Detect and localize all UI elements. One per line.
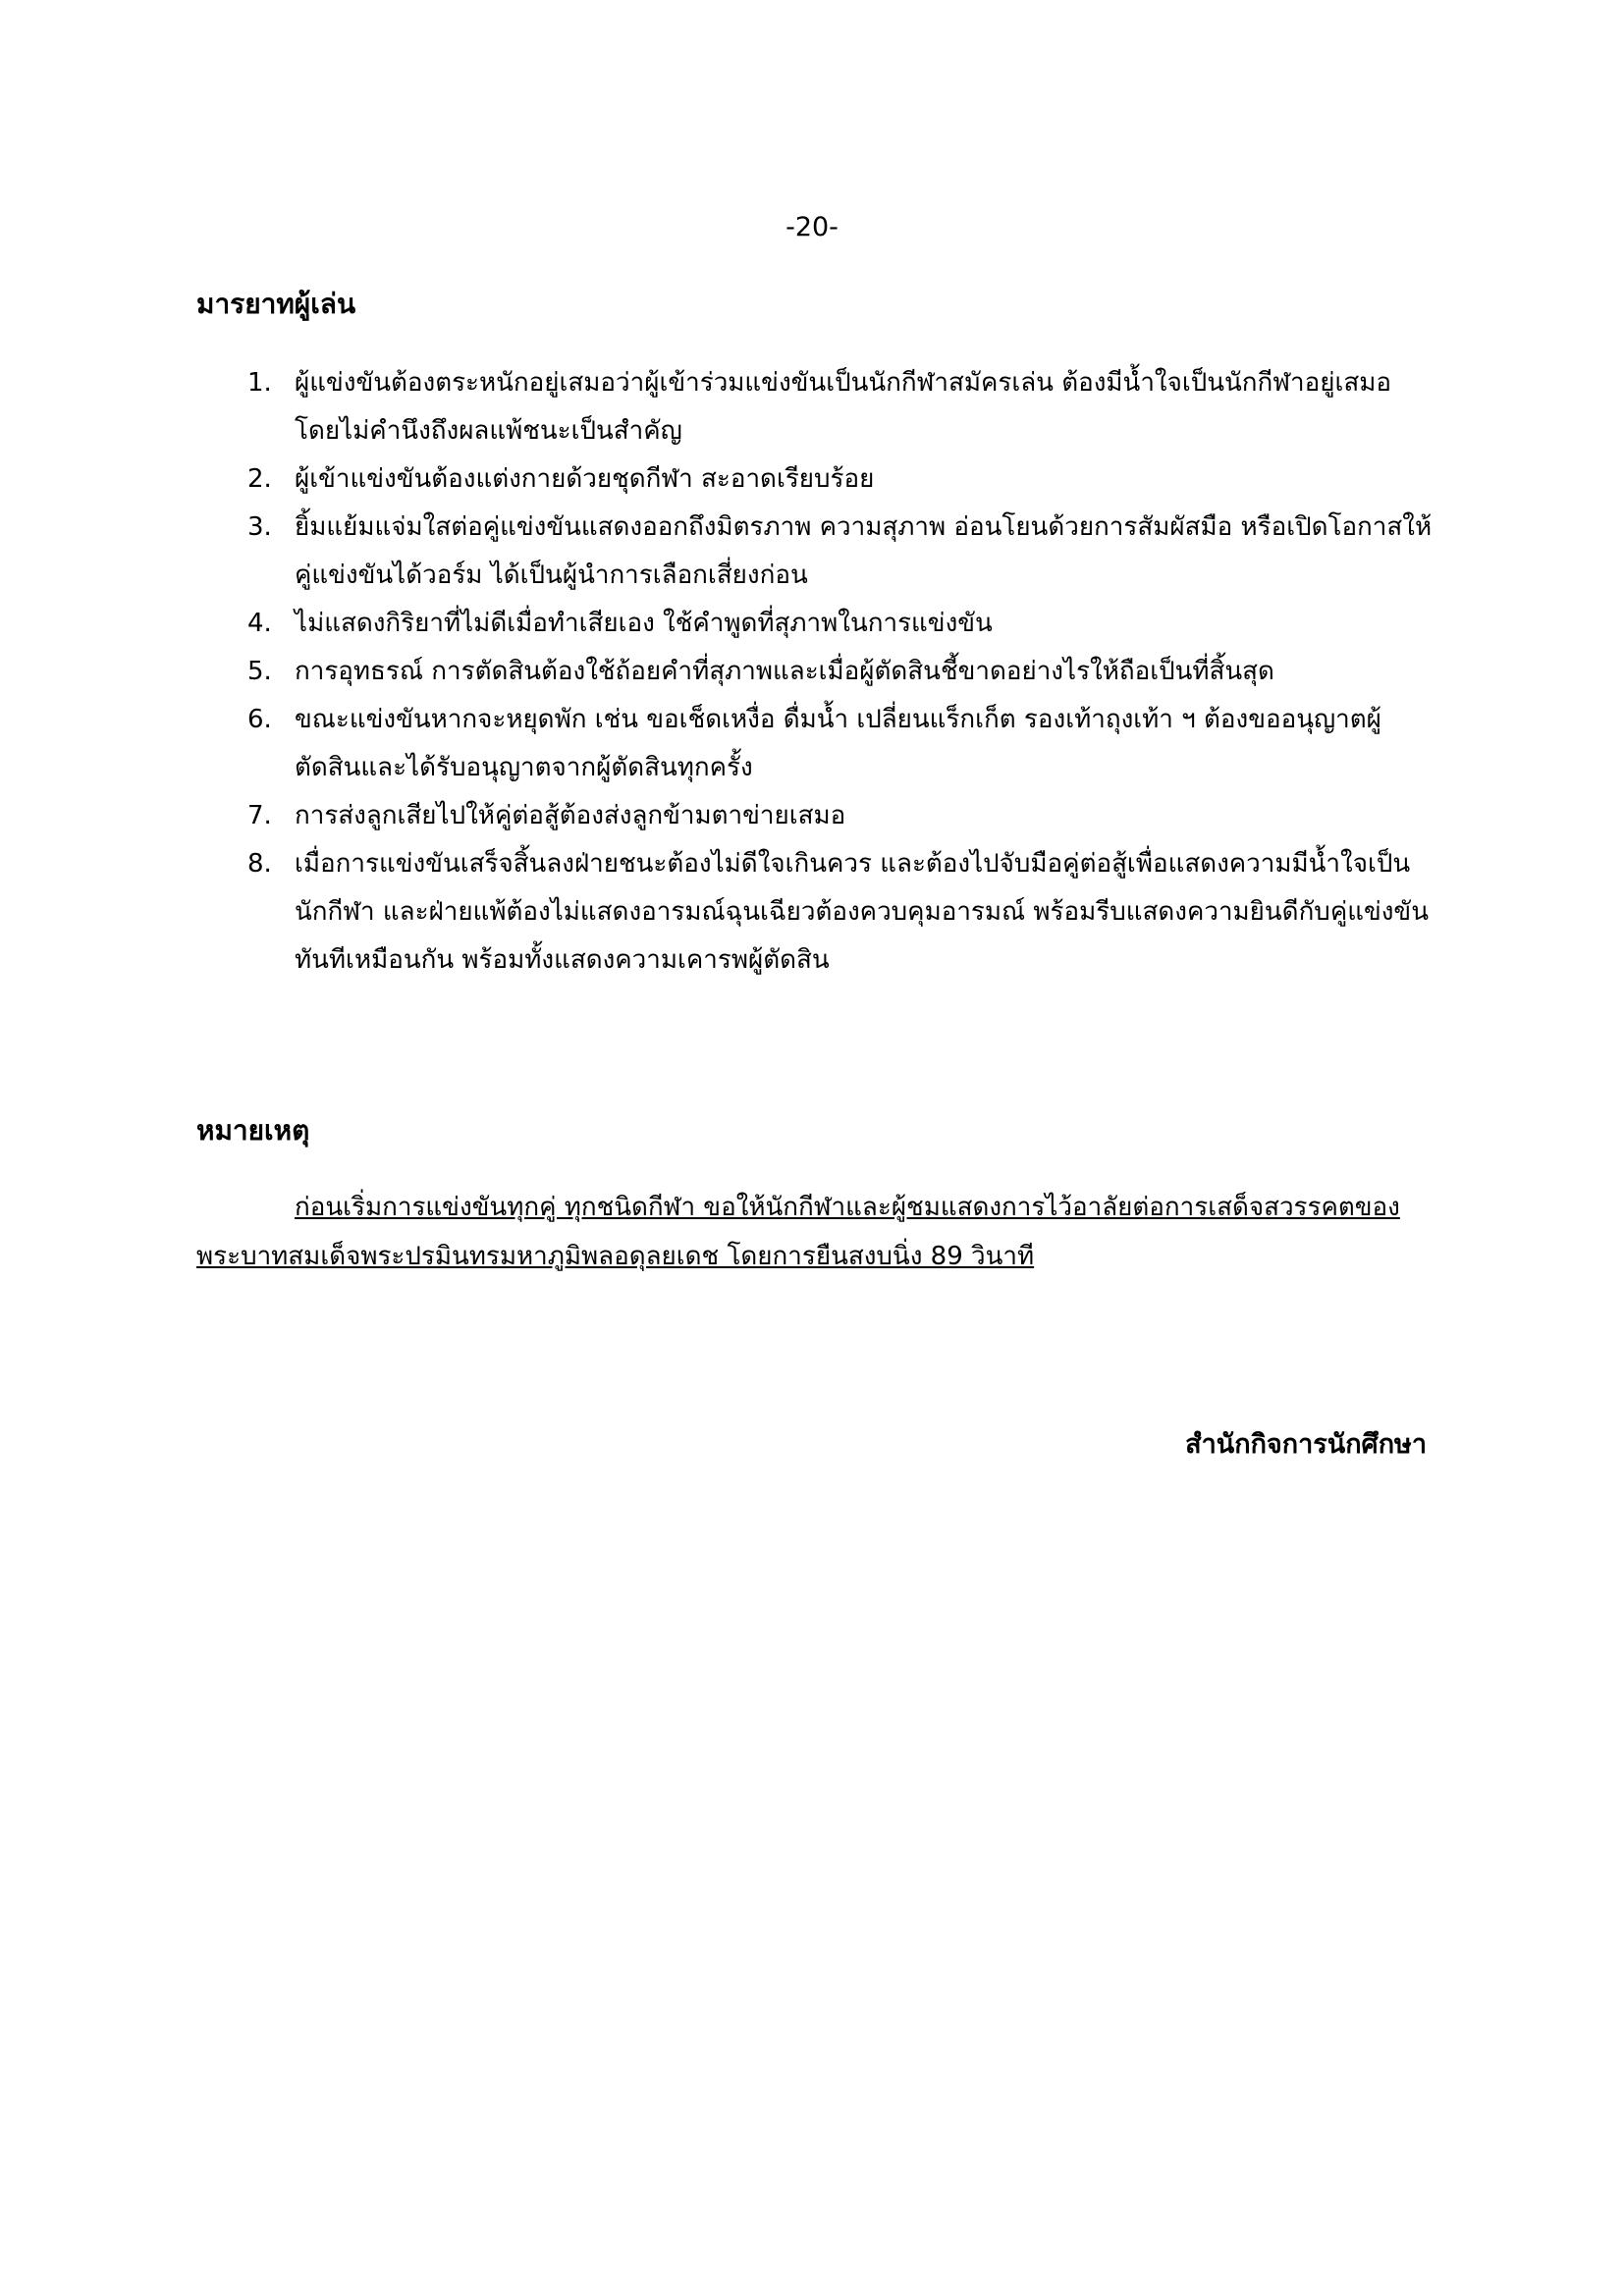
list-item-number: 2. — [247, 464, 272, 494]
list-item-text: การอุทธรณ์ การตัดสินต้องใช้ถ้อยคำที่สุภาพและเมื่อผู้ตัดสินชี้ขาดอย่างไรให้ถือเป็นที่สิ้นสุด — [295, 657, 1274, 686]
list-item — [196, 648, 1434, 696]
list-item — [196, 600, 1434, 648]
list-item — [196, 359, 1434, 455]
list-item-text: ขณะแข่งขันหากจะหยุดพัก เช่น ขอเช็ดเหงื่อ ดื่มน้ำ เปลี่ยนแร็กเก็ต รองเท้าถุงเท้า ฯ ต้องขออนุญาตผู้ตัดสินและได้รับอนุญาตจากผู้ตัดสินทุกครั้ง — [295, 705, 1381, 782]
list-item-number: 4. — [247, 609, 272, 638]
list-item-number: 8. — [247, 849, 272, 879]
note-title: หมายเหตุ — [196, 1114, 310, 1147]
note-text: ก่อนเริ่มการแข่งขันทุกคู่ ทุกชนิดกีฬา ขอให้นักกีฬาและผู้ชมแสดงการไว้อาลัยต่อการเสด็จสวรรคตของพระบาทสมเด็จพระปรมินทรมหาภูมิพลอดุลยเดช โดยการยืนสงบนิ่ง 89 วินาที — [196, 1193, 1400, 1271]
list-item — [196, 504, 1434, 600]
list-item-number: 6. — [247, 705, 272, 734]
list-item-text: การส่งลูกเสียไปให้คู่ต่อสู้ต้องส่งลูกข้ามตาข่ายเสมอ — [295, 801, 846, 830]
section-title: มารยาทผู้เล่น — [196, 288, 356, 320]
list-item-text: ผู้แข่งขันต้องตระหนักอยู่เสมอว่าผู้เข้าร่วมแข่งขันเป็นนักกีฬาสมัครเล่น ต้องมีน้ำใจเป็นนักกีฬาอยู่เสมอ โดยไม่คำนึงถึงผลแพ้ชนะเป็นสำคัญ — [295, 368, 1392, 446]
page-number: -20- — [785, 212, 839, 242]
list-item-number: 5. — [247, 657, 272, 686]
list-item-text: เมื่อการแข่งขันเสร็จสิ้นลงฝ่ายชนะต้องไม่ดีใจเกินควร และต้องไปจับมือคู่ต่อสู้เพื่อแสดงความมีน้ำใจเป็นนักกีฬา และฝ่ายแพ้ต้องไม่แสดงอารมณ์ฉุนเฉียวต้องควบคุมอารมณ์ พร้อมรีบแสดงความยินดีกับคู่แข่งขันทันทีเหมือนกัน พร้อมทั้งแสดงความเคารพผู้ตัดสิน — [295, 849, 1429, 975]
list-item-number: 1. — [247, 368, 272, 398]
list-item — [196, 792, 1434, 840]
list-item-number: 3. — [247, 512, 272, 542]
list-item — [196, 455, 1434, 504]
list-item — [196, 696, 1434, 792]
list-item — [196, 840, 1434, 985]
list-item-number: 7. — [247, 801, 272, 830]
signature: สำนักกิจการนักศึกษา — [1185, 1429, 1427, 1460]
rules-list — [196, 359, 1434, 985]
list-item-text: ไม่แสดงกิริยาที่ไม่ดีเมื่อทำเสียเอง ใช้คำพูดที่สุภาพในการแข่งขัน — [295, 609, 993, 638]
list-item-text: ยิ้มแย้มแจ่มใสต่อคู่แข่งขันแสดงออกถึงมิตรภาพ ความสุภาพ อ่อนโยนด้วยการสัมผัสมือ หรือเปิดโอกาสให้คู่แข่งขันได้วอร์ม ได้เป็นผู้นำการเลือกเสี่ยงก่อน — [295, 512, 1433, 590]
list-item-text: ผู้เข้าแข่งขันต้องแต่งกายด้วยชุดกีฬา สะอาดเรียบร้อย — [295, 464, 875, 494]
